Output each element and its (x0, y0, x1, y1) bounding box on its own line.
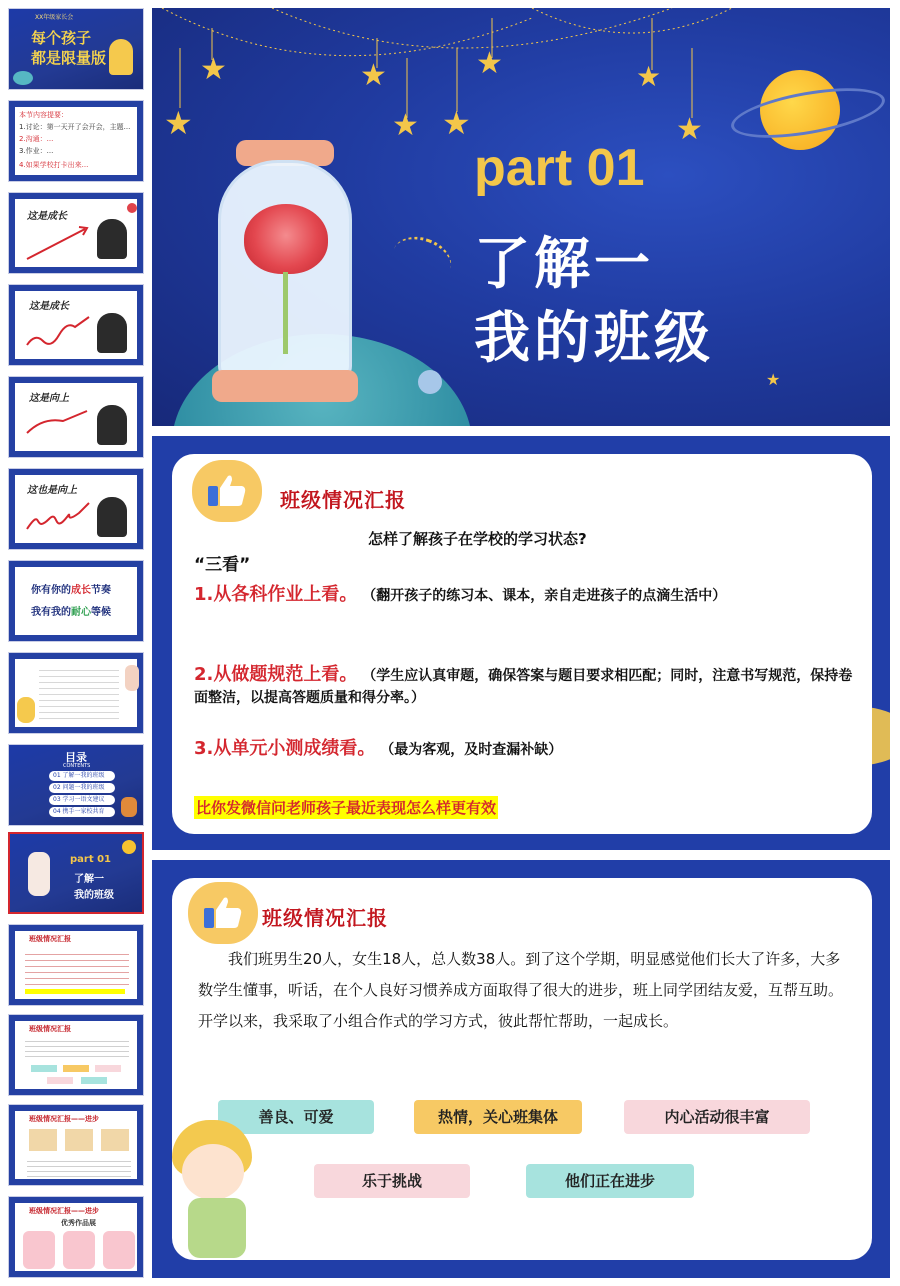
thumb9-subtitle: CONTENTS (63, 763, 91, 769)
thumb11-header: 班级情况汇报 (29, 935, 71, 943)
star-icon: ★ (442, 104, 471, 142)
trait-tag: 乐于挑战 (314, 1164, 470, 1198)
rose-icon (127, 203, 137, 213)
thumb9-item: 03 学习一语文建议 (49, 795, 115, 805)
rose-icon (244, 204, 328, 274)
thumbnail-slide-1[interactable] (8, 8, 144, 90)
thumb9-item: 01 了解一我的班级 (49, 771, 115, 781)
thumbs-up-icon (202, 896, 244, 930)
thumbnail-slide-2[interactable] (8, 100, 144, 182)
trait-tag: 内心活动很丰富 (624, 1100, 810, 1134)
part-label: part 01 (474, 139, 645, 197)
star-icon: ★ (392, 108, 419, 143)
work-card (23, 1231, 55, 1269)
thumb7-text: 我有我的 (31, 607, 71, 618)
thumb3-handwriting: 这是成长 (27, 211, 67, 222)
thumb2-line: 4.如果学校打卡出来... (19, 161, 89, 169)
thumb10-line1: 了解一 (74, 874, 104, 885)
method-1-detail: （翻开孩子的练习本、课本，亲自走进孩子的点滴生活中） (362, 588, 727, 604)
thumb7-red-text: 成长 (71, 585, 91, 596)
class-paragraph: 我们班男生20人，女生18人，总人数38人。到了这个学期，明显感觉他们长大了许多，大多数学生懂事，听话，在个人良好习惯养成方面取得了很大的进步，班上同学团结友爱，互帮互助。开学以来，我采取了小组合作式的学习方式，彼此帮忙帮助，一起成长。 (198, 950, 844, 1030)
thumbnail-slide-11[interactable] (8, 924, 144, 1006)
trait-tag: 善良、可爱 (218, 1100, 374, 1134)
thumbnail-slide-6[interactable] (8, 468, 144, 550)
work-card (63, 1231, 95, 1269)
thumbnail-slide-10-selected[interactable] (8, 832, 144, 914)
thumb9-item: 04 携手一家校共育 (49, 807, 115, 817)
arrow-icon (23, 223, 93, 263)
thumb10-part: part 01 (70, 854, 112, 865)
planet-icon (13, 71, 33, 85)
thumbs-up-icon (206, 474, 248, 508)
star-icon: ★ (636, 60, 662, 93)
thumb7-text: 节奏 (91, 585, 111, 596)
method-2-head: 2.从做题规范上看。 (194, 664, 358, 685)
girl-illustration (97, 313, 127, 353)
thumb9-title: 目录 (65, 751, 87, 764)
trait-tag: 热情，关心班集体 (414, 1100, 582, 1134)
rose-jar-icon (125, 665, 139, 691)
thumb14-sub: 优秀作品展 (61, 1219, 96, 1227)
method-1-head: 1.从各科作业上看。 (194, 584, 358, 605)
star-icon: ★ (676, 112, 703, 147)
highlight-text: 比你发微信问老师孩子最近表现怎么样更有效 (194, 796, 498, 819)
tangled-arrow-icon (23, 495, 93, 537)
tag-pill (47, 1077, 73, 1084)
rose-jar-icon (28, 852, 50, 896)
moon-small-icon (418, 370, 442, 394)
slide-title-line2: 我的班级 (474, 306, 714, 371)
thumb5-handwriting: 这是向上 (29, 393, 69, 404)
little-prince-icon (109, 39, 133, 75)
text-lines-placeholder (25, 1037, 129, 1059)
tag-pill (63, 1065, 89, 1072)
slide-title-line1: 了解一 (474, 232, 654, 297)
thumbnail-slide-4[interactable] (8, 284, 144, 366)
thumbnail-slide-9[interactable] (8, 744, 144, 826)
method-item-3 (194, 738, 854, 761)
jar-base (212, 370, 358, 402)
moon-icon (122, 840, 136, 854)
text-lines-placeholder (39, 665, 119, 721)
tag-pill (81, 1077, 107, 1084)
tag-pill (31, 1065, 57, 1072)
star-icon: ★ (476, 46, 503, 81)
rose-stem (283, 272, 288, 354)
content-card (172, 878, 872, 1260)
thumbnail-slide-14[interactable] (8, 1196, 144, 1278)
work-card (103, 1231, 135, 1269)
thumb7-line2 (31, 603, 111, 618)
illustration-placeholder (65, 1129, 93, 1151)
thumbnail-slide-8[interactable] (8, 652, 144, 734)
method-item-1 (194, 584, 854, 607)
thumb12-header: 班级情况汇报 (29, 1025, 71, 1033)
method-3-detail: （最为客观，及时查漏补缺） (380, 742, 563, 758)
thumb1-title-line2: 都是限量版 (31, 49, 107, 67)
thumb7-green-text: 耐心 (71, 607, 91, 618)
like-badge (188, 882, 258, 944)
thumbnail-slide-3[interactable] (8, 192, 144, 274)
highlight-bar (25, 989, 125, 994)
thumb2-line: 1.讨论：第一天开了会开会，主题... (19, 123, 131, 131)
thumb4-handwriting: 这是成长 (29, 301, 69, 312)
thumb2-line: 3.作业：... (19, 147, 54, 155)
girl-illustration (97, 405, 127, 445)
content-card (172, 454, 872, 834)
sankan-label: “三看” (194, 555, 251, 575)
method-2-detail: （学生应认真审题，确保答案与题目要求相匹配；同时，注意书写规范，保持卷面整洁，以提高答题质量和得分率。） (194, 668, 853, 706)
thumb7-text: 等候 (91, 607, 111, 618)
little-prince-illustration (158, 1120, 268, 1270)
little-prince-icon (17, 697, 35, 723)
question-text: 怎样了解孩子在学校的学习状态? (368, 530, 587, 548)
arrow-icon (23, 403, 93, 443)
thumb1-title-line1: 每个孩子 (31, 29, 92, 47)
trait-tag: 他们正在进步 (526, 1164, 694, 1198)
thumb6-handwriting: 这也是向上 (27, 485, 77, 496)
thumbnail-slide-12[interactable] (8, 1014, 144, 1096)
star-icon: ★ (360, 58, 387, 93)
fox-icon (121, 797, 137, 817)
thumbnail-slide-13[interactable] (8, 1104, 144, 1186)
text-lines-placeholder (25, 949, 129, 985)
star-icon: ★ (164, 104, 193, 142)
thumb10-line2: 我的班级 (74, 890, 114, 901)
text-lines-placeholder (27, 1157, 131, 1177)
thumb7-line1 (31, 581, 111, 596)
thumbnail-slide-7[interactable] (8, 560, 144, 642)
slide-header: 班级情况汇报 (280, 488, 406, 512)
prince-body (188, 1198, 246, 1258)
method-item-2 (194, 664, 854, 709)
thumb13-header: 班级情况汇报——进步 (29, 1115, 99, 1123)
thumbnail-slide-5[interactable] (8, 376, 144, 458)
tag-pill (95, 1065, 121, 1072)
star-icon: ★ (200, 52, 227, 87)
thumb7-text: 你有你的 (31, 585, 71, 596)
illustration-placeholder (29, 1129, 57, 1151)
thumb9-item: 02 问题一我的班级 (49, 783, 115, 793)
method-3-head: 3.从单元小测成绩看。 (194, 738, 376, 759)
girl-illustration (97, 497, 127, 537)
shooting-star-icon (386, 229, 457, 290)
girl-illustration (97, 219, 127, 259)
slide-class-report-1[interactable] (152, 436, 890, 850)
thumb14-header: 班级情况汇报——进步 (29, 1207, 99, 1215)
prince-face (182, 1144, 244, 1200)
illustration-placeholder (101, 1129, 129, 1151)
slide-header: 班级情况汇报 (262, 906, 388, 930)
slide-part01[interactable] (152, 8, 890, 426)
thumb1-top-label: XX年级家长会 (35, 14, 74, 21)
thumb2-line: 本节内容提要： (19, 111, 68, 119)
slide-class-report-2[interactable] (152, 860, 890, 1278)
like-badge (192, 460, 262, 522)
thumb2-line: 2.沟通：... (19, 135, 54, 143)
wavy-arrow-icon (23, 311, 93, 351)
star-icon: ★ (766, 370, 781, 389)
